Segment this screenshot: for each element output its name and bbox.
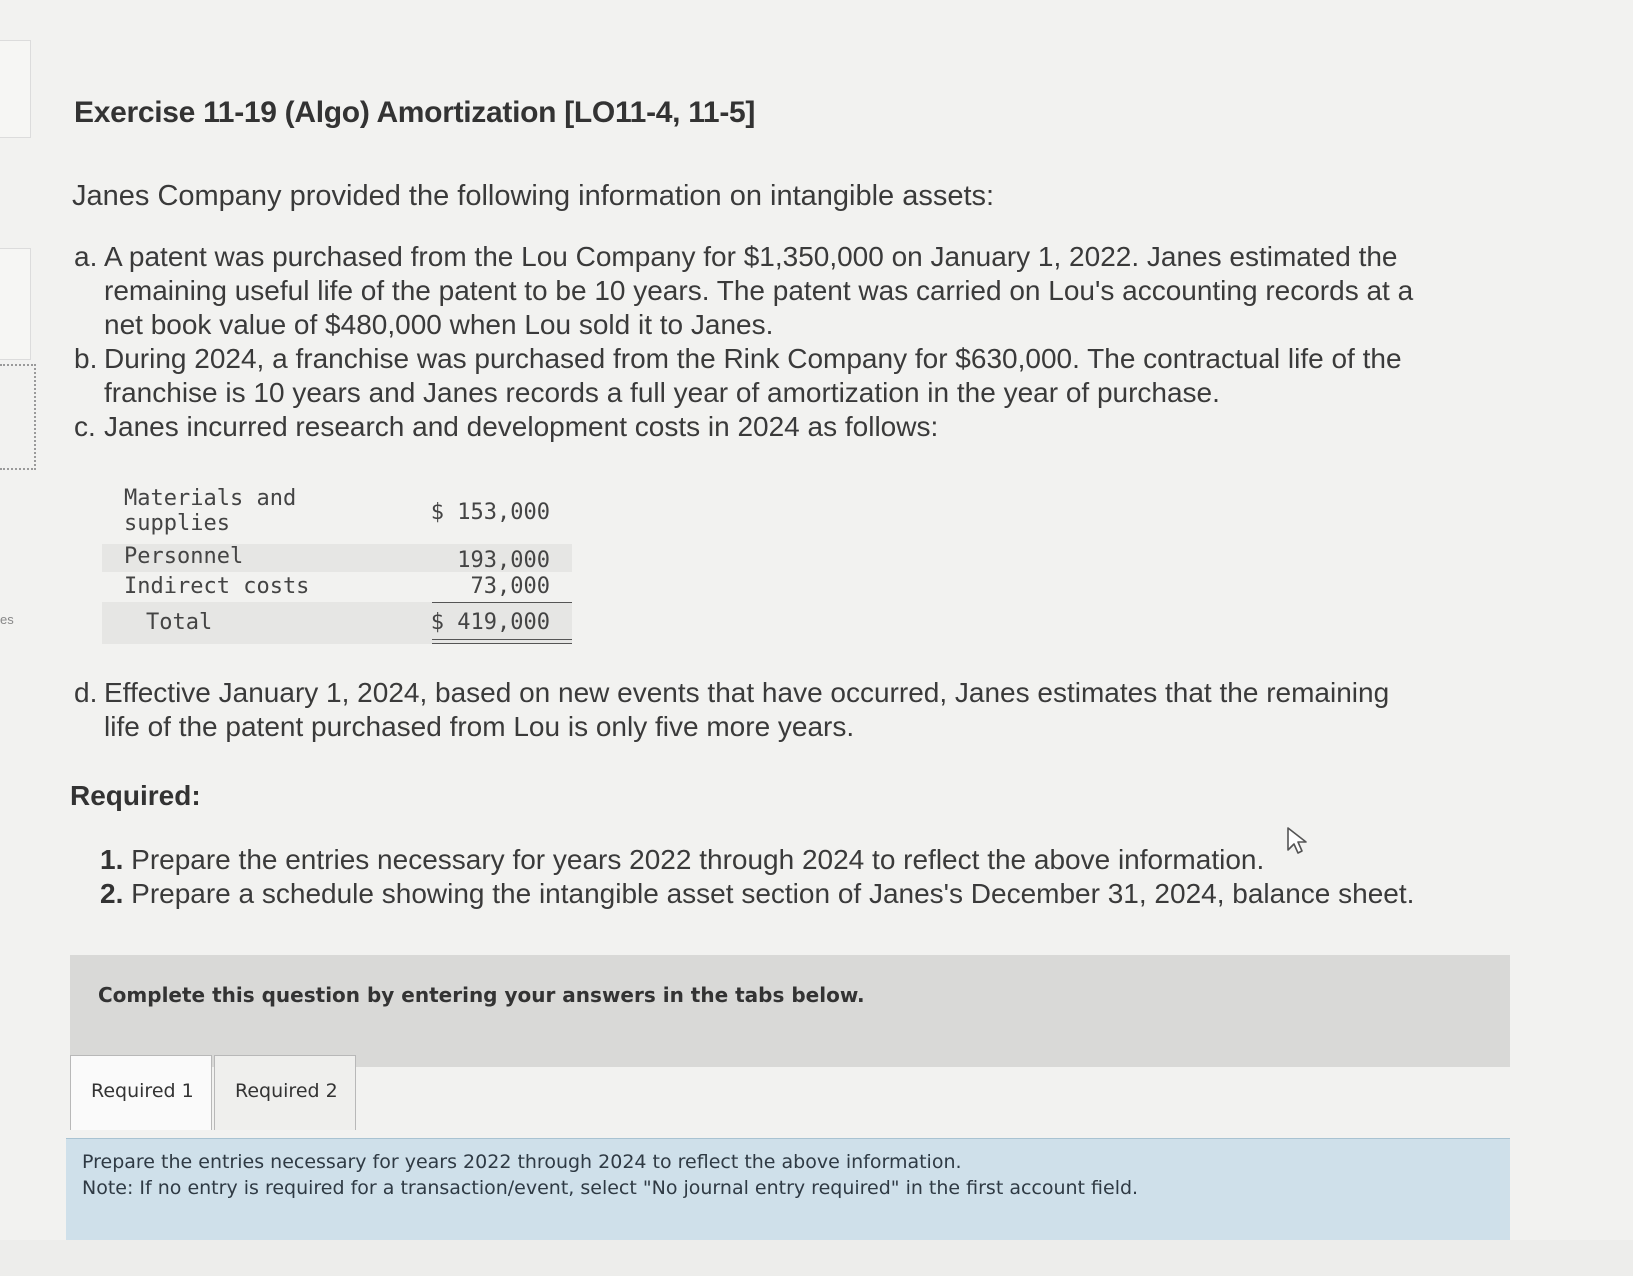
table-cell-label: Total <box>146 610 213 635</box>
item-d <box>74 676 1389 744</box>
table-row <box>102 544 572 572</box>
rail-partial-label: es <box>0 612 14 627</box>
required-item: 2. Prepare a schedule showing the intangible asset section of Janes's December 31, 2024, balance sheet. <box>100 878 1415 909</box>
item-text: A patent was purchased from the Lou Company for $1,350,000 on January 1, 2022. Janes estimated the <box>104 241 1398 272</box>
table-row <box>102 486 572 544</box>
rail-nav-box-selected[interactable] <box>0 364 36 470</box>
item-b <box>74 342 1402 410</box>
item-text: franchise is 10 years and Janes records a full year of amortization in the year of purchase. <box>104 377 1220 408</box>
rail-nav-box[interactable] <box>0 40 31 138</box>
item-text: During 2024, a franchise was purchased from the Rink Company for $630,000. The contractual life of the <box>104 343 1402 374</box>
table-cell-value: $ 419,000 <box>430 610 550 635</box>
table-cell-label: Materials and supplies <box>124 486 297 536</box>
tab-instructions-panel <box>66 1138 1510 1241</box>
bottom-strip <box>0 1240 1633 1276</box>
item-marker: b. <box>74 343 98 374</box>
table-cell-value: $ 153,000 <box>430 500 550 525</box>
exercise-intro: Janes Company provided the following information on intangible assets: <box>72 180 995 212</box>
table-cell-value: 73,000 <box>470 574 550 599</box>
item-marker: a. <box>74 241 98 272</box>
tab-required-2[interactable]: Required 2 <box>214 1055 356 1130</box>
table-cell-label: Indirect costs <box>124 574 310 599</box>
instruction-note: Note: If no entry is required for a transaction/event, select "No journal entry required" in the first account field. <box>82 1177 1139 1199</box>
exercise-title: Exercise 11-19 (Algo) Amortization [LO11-4, 11-5] <box>74 96 756 129</box>
item-marker: c. <box>74 411 96 442</box>
required-heading: Required: <box>70 780 201 811</box>
banner-text: Complete this question by entering your answers in the tabs below. <box>98 983 865 1007</box>
left-rail <box>0 0 30 1276</box>
item-c <box>74 410 938 444</box>
double-underline <box>432 639 572 644</box>
item-text: net book value of $480,000 when Lou sold it to Janes. <box>104 309 774 340</box>
total-rule <box>432 602 572 603</box>
instruction-banner <box>70 955 1510 1067</box>
tab-required-1[interactable]: Required 1 <box>70 1055 212 1130</box>
instruction-line: Prepare the entries necessary for years 2022 through 2024 to reflect the above information. <box>82 1151 962 1173</box>
table-row <box>102 572 572 602</box>
item-text: Janes incurred research and development costs in 2024 as follows: <box>104 411 939 442</box>
mouse-pointer-icon <box>1285 826 1311 856</box>
table-cell-label: Personnel <box>124 544 244 569</box>
item-text: remaining useful life of the patent to be 10 years. The patent was carried on Lou's accounting records at a <box>104 275 1414 306</box>
required-item: 1. Prepare the entries necessary for years 2022 through 2024 to reflect the above information. <box>100 844 1265 875</box>
item-a <box>74 240 1413 342</box>
table-cell-value: 193,000 <box>457 548 550 573</box>
table-row-total <box>102 602 572 644</box>
item-text: Effective January 1, 2024, based on new events that have occurred, Janes estimates that the remaining <box>104 677 1390 708</box>
rail-nav-box[interactable] <box>0 248 31 360</box>
rd-cost-table <box>102 486 572 644</box>
item-text: life of the patent purchased from Lou is only five more years. <box>104 711 855 742</box>
item-marker: d. <box>74 677 98 708</box>
